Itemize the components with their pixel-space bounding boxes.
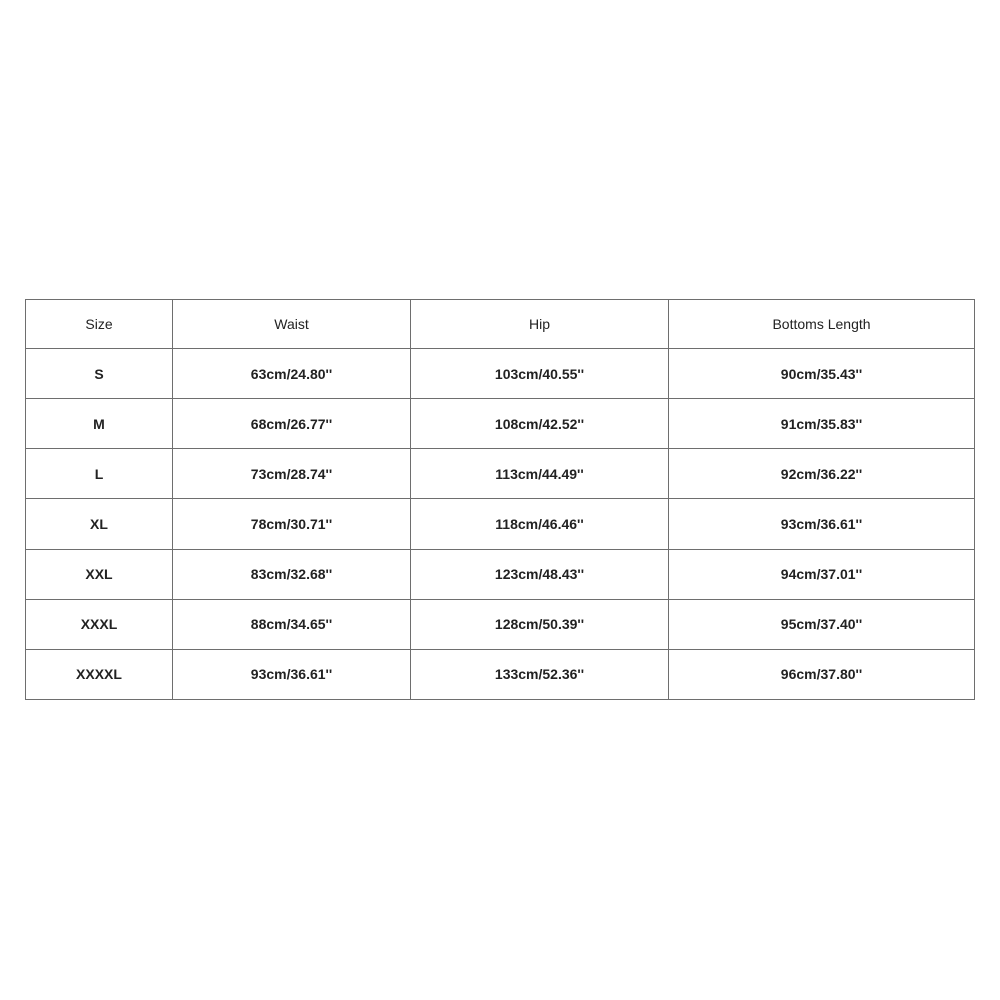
- cell-size: XL: [26, 499, 173, 549]
- cell-hip: 103cm/40.55'': [411, 349, 669, 399]
- cell-bottoms-length: 90cm/35.43'': [669, 349, 975, 399]
- cell-bottoms-length: 95cm/37.40'': [669, 599, 975, 649]
- table-row: [26, 399, 975, 449]
- cell-size: XXL: [26, 549, 173, 599]
- table-row: [26, 649, 975, 699]
- cell-size: L: [26, 449, 173, 499]
- cell-bottoms-length: 93cm/36.61'': [669, 499, 975, 549]
- cell-size: XXXXL: [26, 649, 173, 699]
- cell-size: S: [26, 349, 173, 399]
- cell-waist: 78cm/30.71'': [173, 499, 411, 549]
- header-bottoms-length: Bottoms Length: [669, 300, 975, 349]
- size-chart-body: [26, 349, 975, 700]
- size-chart-table: [25, 299, 975, 700]
- cell-waist: 93cm/36.61'': [173, 649, 411, 699]
- cell-waist: 68cm/26.77'': [173, 399, 411, 449]
- header-size: Size: [26, 300, 173, 349]
- cell-waist: 63cm/24.80'': [173, 349, 411, 399]
- table-row: [26, 449, 975, 499]
- table-row: [26, 499, 975, 549]
- table-row: [26, 349, 975, 399]
- cell-bottoms-length: 96cm/37.80'': [669, 649, 975, 699]
- size-chart-header: [26, 300, 975, 349]
- cell-hip: 133cm/52.36'': [411, 649, 669, 699]
- cell-size: M: [26, 399, 173, 449]
- cell-size: XXXL: [26, 599, 173, 649]
- table-row: [26, 599, 975, 649]
- table-row: [26, 549, 975, 599]
- cell-bottoms-length: 91cm/35.83'': [669, 399, 975, 449]
- cell-hip: 113cm/44.49'': [411, 449, 669, 499]
- cell-hip: 123cm/48.43'': [411, 549, 669, 599]
- cell-waist: 73cm/28.74'': [173, 449, 411, 499]
- header-waist: Waist: [173, 300, 411, 349]
- cell-waist: 88cm/34.65'': [173, 599, 411, 649]
- header-row: [26, 300, 975, 349]
- cell-bottoms-length: 92cm/36.22'': [669, 449, 975, 499]
- cell-waist: 83cm/32.68'': [173, 549, 411, 599]
- cell-bottoms-length: 94cm/37.01'': [669, 549, 975, 599]
- cell-hip: 118cm/46.46'': [411, 499, 669, 549]
- cell-hip: 108cm/42.52'': [411, 399, 669, 449]
- header-hip: Hip: [411, 300, 669, 349]
- cell-hip: 128cm/50.39'': [411, 599, 669, 649]
